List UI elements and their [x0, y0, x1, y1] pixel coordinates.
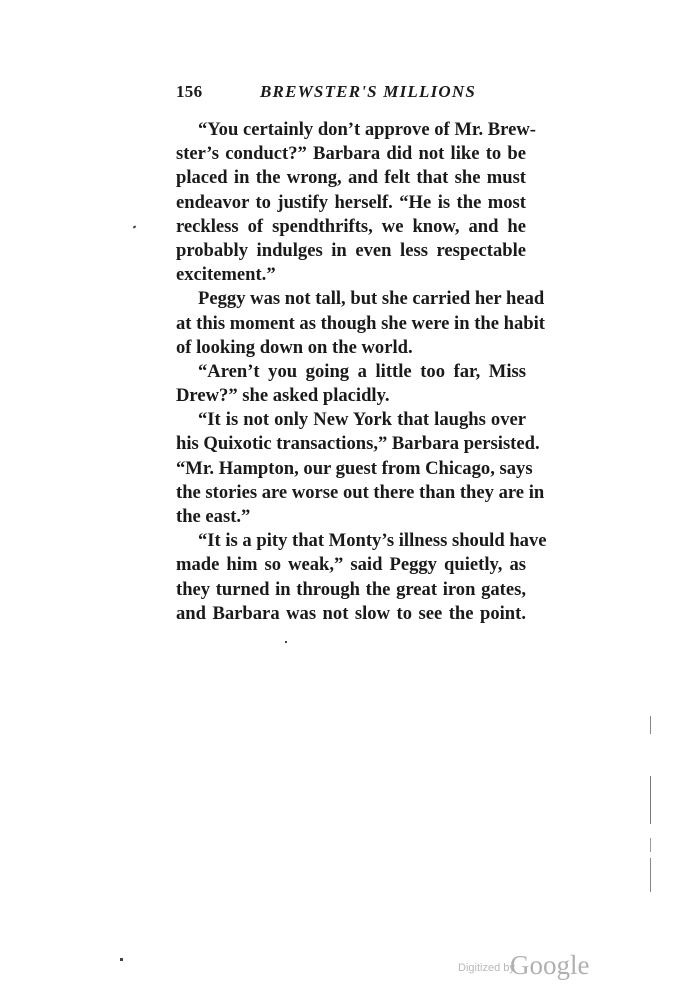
scan-speck	[285, 641, 287, 643]
text-line: his Quixotic transactions,” Barbara persisted.	[176, 433, 540, 455]
text-line: placed in the wrong, and felt that she must	[176, 167, 526, 189]
text-line: “Mr. Hampton, our guest from Chicago, says	[176, 457, 533, 479]
scan-speck	[650, 716, 651, 734]
text-line: excitement.”	[176, 264, 276, 286]
text-line: probably indulges in even less respectable	[176, 239, 526, 261]
text-line: and Barbara was not slow to see the point.	[176, 602, 526, 624]
text-line: Drew?” she asked placidly.	[176, 385, 390, 407]
text-line: “You certainly don’t approve of Mr. Brew-	[198, 119, 536, 140]
scan-speck	[133, 225, 137, 228]
page-header	[176, 82, 516, 104]
text-line: “It is a pity that Monty’s illness should have	[198, 530, 547, 552]
text-line: of looking down on the world.	[176, 336, 413, 358]
scan-speck	[650, 838, 651, 852]
page-number: 156	[176, 82, 203, 101]
digitized-watermark	[458, 952, 598, 982]
text-line: Peggy was not tall, but she carried her head	[198, 288, 545, 310]
body-text	[176, 118, 547, 626]
text-line: “It is not only New York that laughs over	[198, 409, 526, 431]
text-line: ster’s conduct?” Barbara did not like to be	[176, 143, 526, 165]
text-line: at this moment as though she were in the habit	[176, 312, 545, 334]
text-line: made him so weak,” said Peggy quietly, as	[176, 554, 526, 576]
watermark-brand: Google	[510, 950, 590, 980]
text-line: the east.”	[176, 506, 251, 527]
text-line: endeavor to justify herself. “He is the most	[176, 191, 526, 213]
text-line: “Aren’t you going a little too far, Miss	[198, 360, 526, 382]
text-line: they turned in through the great iron gates,	[176, 578, 526, 600]
scan-speck	[650, 858, 651, 892]
scan-speck	[650, 776, 651, 824]
watermark-small-text: Digitized by	[458, 962, 515, 974]
text-line: the stories are worse out there than they are in	[176, 481, 545, 503]
scan-speck	[120, 958, 123, 961]
running-title: BREWSTER'S MILLIONS	[260, 82, 477, 101]
text-line: reckless of spendthrifts, we know, and he	[176, 215, 526, 237]
